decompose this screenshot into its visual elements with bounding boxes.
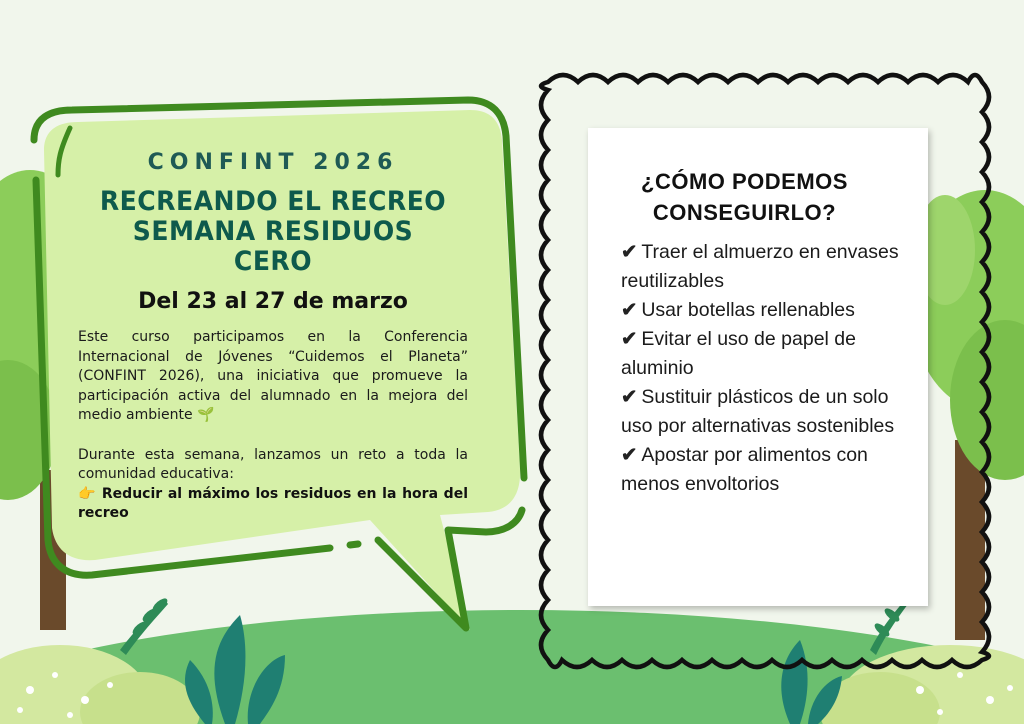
- challenge-paragraph: Durante esta semana, lanzamos un reto a toda la comunidad educativa:: [78, 446, 468, 482]
- checkmark-icon: ✔: [621, 386, 638, 408]
- headline-line-2: SEMANA RESIDUOS CERO: [132, 216, 414, 277]
- tips-title-line-2: CONSEGUIRLO?: [652, 200, 837, 225]
- tips-list: [621, 238, 916, 499]
- list-item-text: Evitar el uso de papel de aluminio: [621, 328, 856, 379]
- checkmark-icon: ✔: [621, 299, 638, 321]
- list-item: [621, 296, 916, 325]
- event-dates: Del 23 al 27 de marzo: [138, 289, 408, 314]
- tips-title: [622, 166, 867, 228]
- checkmark-icon: ✔: [621, 444, 638, 466]
- checkmark-icon: ✔: [621, 328, 638, 350]
- event-name: CONFINT 2026: [147, 150, 399, 175]
- speech-bubble-content: [78, 150, 468, 524]
- list-item-text: Sustituir plásticos de un solo uso por alternativas sostenibles: [621, 386, 895, 437]
- intro-paragraph: Este curso participamos en la Conferencia Internacional de Jóvenes “Cuidemos el Planeta” (CONFINT 2026), una iniciativa que promueve la participación activa del alumnado en la mejora del medio ambiente 🌱: [78, 329, 468, 423]
- list-item: [621, 441, 916, 499]
- list-item: [621, 383, 916, 441]
- list-item: [621, 325, 916, 383]
- list-item-text: Usar botellas rellenables: [641, 299, 855, 321]
- challenge-goal-text: Reducir al máximo los residuos en la hora del recreo: [78, 485, 468, 521]
- list-item-text: Apostar por alimentos con menos envoltorios: [621, 444, 868, 495]
- headline-line-1: RECREANDO EL RECREO: [99, 186, 447, 217]
- pointing-hand-icon: 👉: [78, 485, 97, 502]
- checkmark-icon: ✔: [621, 241, 638, 263]
- challenge-goal: [78, 485, 468, 524]
- tips-card: [588, 128, 928, 606]
- tips-title-line-1: ¿CÓMO PODEMOS: [641, 169, 848, 194]
- list-item: [621, 238, 916, 296]
- list-item-text: Traer el almuerzo en envases reutilizables: [621, 241, 899, 292]
